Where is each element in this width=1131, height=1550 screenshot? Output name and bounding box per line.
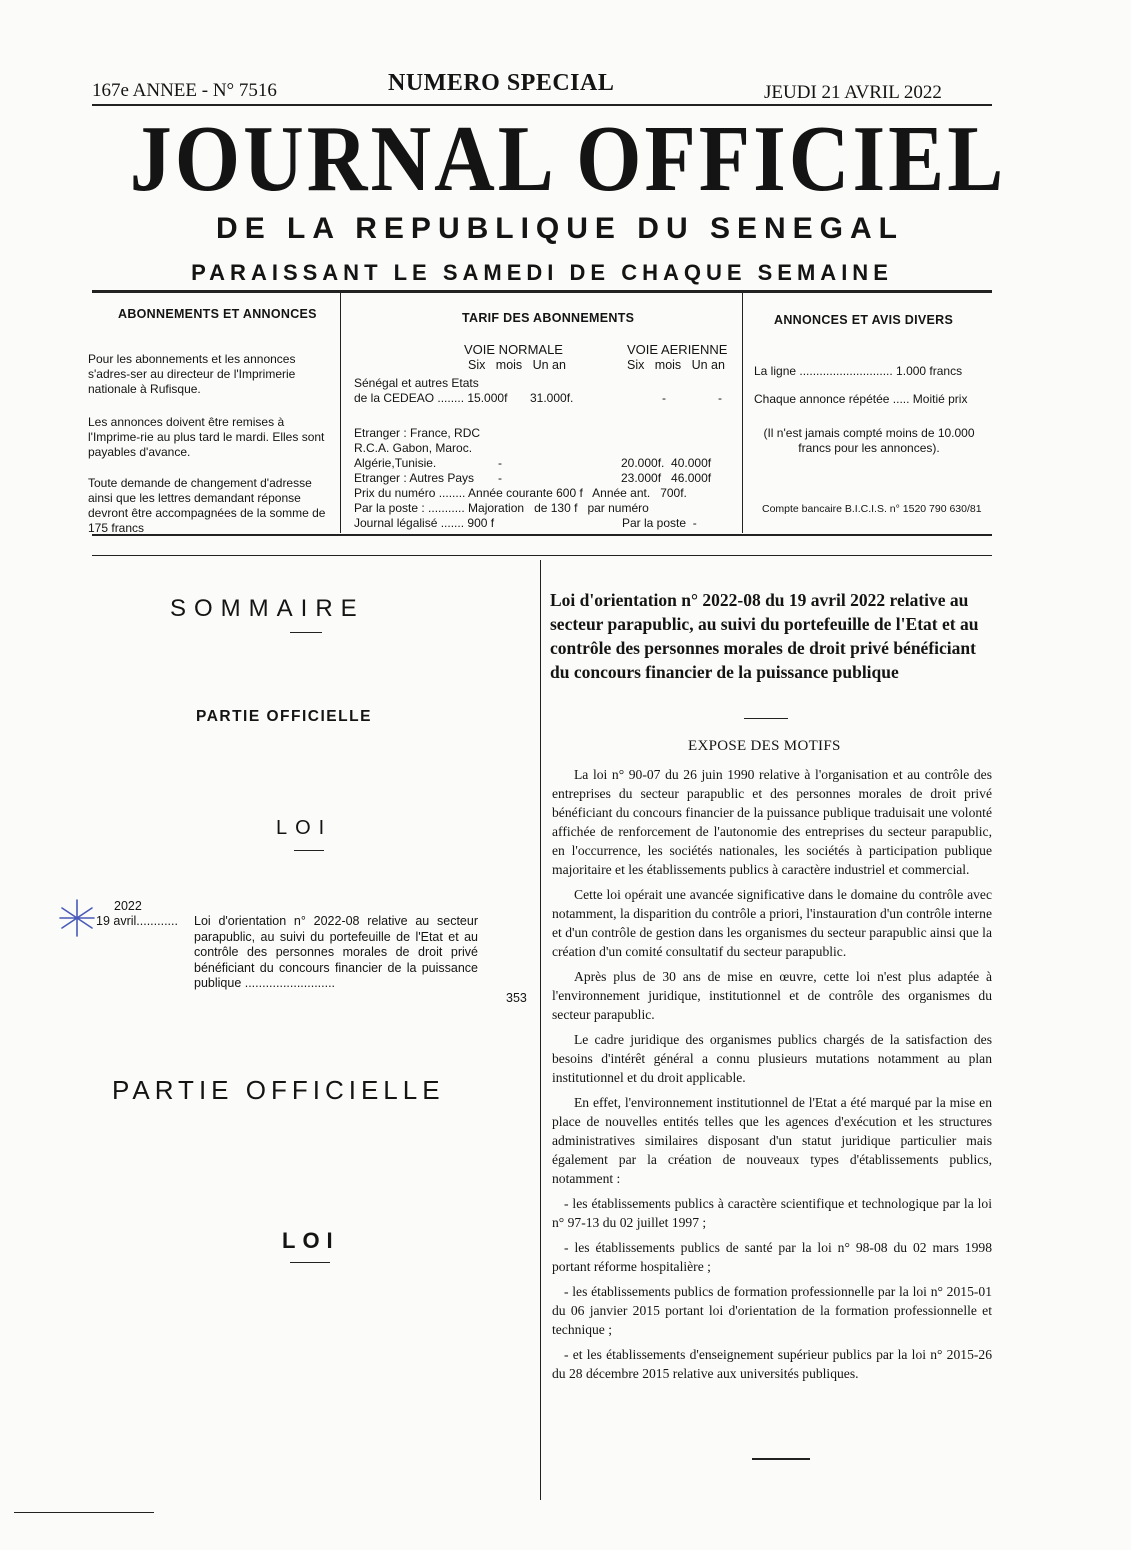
column-divider (540, 560, 541, 1500)
sommaire-loi: LOI (276, 817, 333, 839)
tarif-row2-air: 20.000f. 40.000f (621, 456, 712, 470)
box-top-rule (92, 290, 992, 293)
tarif-row2-label-a: Etranger : France, RDC (354, 426, 481, 440)
abonnements-text-2: Les annonces doivent être remises à l'Imprime-rie au plus tard le mardi. Elles sont payables d'avance. (88, 415, 325, 459)
tarif-row2-label-c: Algérie,Tunisie. (354, 456, 437, 470)
abonnements-text-1: Pour les abonnements et les annonces s'adres-ser au directeur de l'Imprimerie nationale à Rufisque. (88, 352, 296, 396)
paragraph: La loi n° 90-07 du 26 juin 1990 relative à l'organisation et au contrôle des entreprises du secteur parapublic et des personnes morales de droit privé bénéficiant du concours financier de la puissance publique traduisait une volonté affichée de renforcement de l'autonomie des entreprises du secteur parapublic, en l'occurrence, les sociétés nationales, les sociétés à participation publique majoritaire et les établissements publics à caractère industriel et commercial. (552, 767, 992, 877)
abonnements-title: ABONNEMENTS ET ANNONCES (118, 307, 317, 321)
sommaire-entry-text: Loi d'orientation n° 2022-08 relative au secteur parapublic, au suivi du portefeuille de l'Etat et au contrôle des personnes morales de droit privé bénéficiant du concours financier de la puissance publique .......................... (194, 914, 478, 990)
abonnements-text-3: Toute demande de changement d'adresse ainsi que les lettres demandant réponse devront être accompagnées de la somme de 175 francs (88, 476, 326, 535)
page-footer-rule (14, 1512, 154, 1513)
tarif-row6-b: Par la poste - (622, 516, 697, 530)
special-issue-label: NUMERO SPECIAL (388, 70, 615, 96)
annonces-repetee: Chaque annonce répétée ..... Moitié prix (754, 392, 968, 406)
sommaire-entry-date: 19 avril............ (96, 914, 178, 928)
main-loi-underline (290, 1262, 330, 1263)
tarif-row1-air-a: - (662, 391, 666, 405)
issue-date: JEUDI 21 AVRIL 2022 (764, 82, 942, 103)
tarif-row3-label: Etranger : Autres Pays (354, 471, 475, 485)
box-divider-1 (340, 293, 341, 533)
tarif-title: TARIF DES ABONNEMENTS (462, 311, 635, 325)
sommaire-entry-year: 2022 (114, 899, 142, 913)
law-body (552, 765, 992, 1389)
tarif-row1-label-b: de la CEDEAO ........ 15.000f (354, 391, 508, 405)
paragraph: En effet, l'environnement institutionnel de l'Etat a été marqué par la mise en place de nouvelles entités telles que les agences d'exécution et les structures administratives similaires disposant d'un statut juridique particulier mais également par la création de nouveaux types d'établissements publics, notamment : (552, 1095, 992, 1186)
box-divider-2 (742, 293, 743, 533)
sommaire-title: SOMMAIRE (170, 595, 365, 622)
sommaire-loi-underline (294, 850, 324, 851)
annonces-note: (Il n'est jamais compté moins de 10.000 francs pour les annonces). (763, 426, 975, 455)
paragraph: Cette loi opérait une avancée significative dans le domaine du contrôle avec notamment, la disparition du contrôle a priori, l'instauration d'un contrôle interne et d'un contrôle de gestion dans les organismes du secteur parapublic ainsi que la création d'un comité consultatif du secteur parapublic. (552, 887, 992, 959)
sommaire-partie-officielle: PARTIE OFFICIELLE (196, 708, 372, 725)
tarif-row1-label-a: Sénégal et autres Etats (354, 376, 479, 390)
annonces-ligne: La ligne ............................ 1.000 francs (754, 364, 963, 378)
list-item: - et les établissements d'enseignement supérieur publics par la loi n° 2015-26 du 28 décembre 2015 relative aux universités publiques. (552, 1347, 992, 1381)
voie-aerienne-label: VOIE AERIENNE (627, 342, 728, 357)
annonces-title: ANNONCES ET AVIS DIVERS (774, 313, 954, 327)
tarif-row6-a: Journal légalisé ....... 900 f (354, 516, 495, 530)
tarif-row2-label-b: R.C.A. Gabon, Maroc. (354, 441, 473, 455)
masthead-subtitle: DE LA REPUBLIQUE DU SENEGAL (216, 212, 904, 245)
main-loi: LOI (282, 1228, 340, 1253)
tarif-row1-air-b: - (718, 391, 722, 405)
publication-frequency: PARAISSANT LE SAMEDI DE CHAQUE SEMAINE (191, 260, 893, 285)
column-end-rule (752, 1458, 810, 1460)
issue-number: 167e ANNEE - N° 7516 (92, 80, 277, 101)
law-title: Loi d'orientation n° 2022-08 du 19 avril 2022 relative au secteur parapublic, au suivi du portefeuille de l'Etat et au contrôle des personnes morales de droit privé bénéficiant du concours financier de la puissance publique (550, 590, 979, 682)
tarif-row2-dash: - (498, 456, 502, 470)
tarif-row3-air: 23.000f 46.000f (621, 471, 712, 485)
masthead-title: JOURNAL OFFICIEL (129, 107, 1007, 212)
expose-des-motifs: EXPOSE DES MOTIFS (688, 738, 841, 754)
law-title-underline (744, 718, 788, 719)
paragraph: Après plus de 30 ans de mise en œuvre, cette loi n'est plus adaptée à l'environnement juridique, institutionnel et de contrôle des organismes du secteur parapublic. (552, 969, 992, 1022)
voie-normale-label: VOIE NORMALE (464, 342, 563, 357)
handwritten-asterisk-icon (58, 898, 96, 938)
sommaire-entry-page: 353 (506, 991, 527, 1005)
list-item: - les établissements publics à caractère scientifique et technologique par la loi n° 97-13 du 02 juillet 1997 ; (552, 1196, 992, 1230)
bank-account: Compte bancaire B.I.C.I.S. n° 1520 790 630/81 (762, 503, 982, 515)
sommaire-underline (290, 632, 322, 633)
paragraph: Le cadre juridique des organismes publics chargés de la satisfaction des besoins d'intérêt général a connu plusieurs mutations notamment au plan institutionnel et du droit applicable. (552, 1032, 992, 1085)
tarif-row3-dash: - (498, 471, 502, 485)
tarif-row1-year: 31.000f. (530, 391, 574, 405)
tarif-row4: Prix du numéro ........ Année courante 600 f Année ant. 700f. (354, 486, 687, 500)
tarif-row5: Par la poste : ........... Majoration de 130 f par numéro (354, 501, 649, 515)
voie-normale-cols: Six mois Un an (468, 358, 566, 372)
main-partie-officielle: PARTIE OFFICIELLE (112, 1075, 445, 1105)
voie-aerienne-cols: Six mois Un an (627, 358, 725, 372)
list-item: - les établissements publics de santé par la loi n° 98-08 du 02 mars 1998 portant réforme hospitalière ; (552, 1240, 992, 1274)
list-item: - les établissements publics de formation professionnelle par la loi n° 2015-01 du 06 janvier 2015 portant loi d'orientation de la formation professionnelle et technique ; (552, 1284, 992, 1337)
box-bottom-rule-2 (92, 555, 992, 556)
